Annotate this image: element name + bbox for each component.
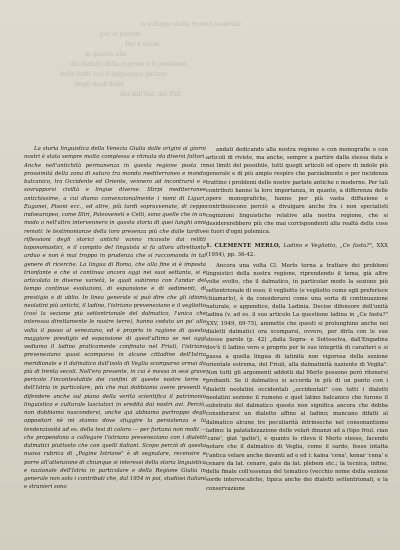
ghost-line: delle fonti con il linguaggio parlato — [60, 71, 168, 78]
bleed-through-text — [60, 20, 310, 140]
section-number: 1. — [206, 243, 212, 250]
section-author: CLEMENTE MERLO, — [214, 243, 281, 250]
section-heading — [206, 242, 388, 259]
ghost-line: per le parlate — [100, 31, 142, 38]
ghost-line: degli studi della — [75, 81, 124, 88]
ghost-line: lo sviluppo della ricerca lessicale — [140, 21, 241, 28]
continuation-paragraph: andati dedicando alla nostra regione o con monografie o con articoli di riviste, ma anche, sempre a partire dalla stessa data e nei limiti del possibile, tutti quegli articoli od opere di indole più generale e di più ampio respiro che parzialmente o per incidenza trattino i problemi delle nostre parlate antiche o moderne. Per tali contributi hanno la loro importanza, in quanto, a differenza delle opere monografiche, hanno per più vasta diffusione e contribuiscono perciò a divulgare anche fra i non specialisti cognizioni linguistiche relative alla nostra regione, che si desidererebbero più che mai corrispondenti alla realtà delle cose e fuori d'ogni polemica. — [206, 146, 388, 235]
section-reference: , XXX (1954), pp. 36-42. — [206, 243, 389, 258]
left-column — [24, 145, 206, 492]
ghost-line: Per il nome — [125, 41, 160, 48]
ghost-line: dei dialetti della regione e il problema — [70, 61, 187, 68]
section-title: Ladino e Vegliotto, „Ce fastu?" — [283, 243, 372, 250]
right-column — [206, 145, 388, 493]
intro-paragraph: La storia linguistica della Venezia Giulia dalle origini ai giorni nostri è stata sempre molto complessa e ritmata da diversi fattori. Anche nell'antichità permanenza in questa regione posta in prossimità della zona di sutura tra mondo mediterraneo e mondo balcanico, tra Occidente ed Oriente, vennero ad incontrarsi e a sovrapporsi civiltà e lingue diverse. Stirpi mediterranee antichissime, a cui diamo convenzionalmente i nomi di Liguri, Euganei, Pisoni ecc., ed altre, più tardi sopravvenute, di ceppo indoeuropeo, come Illiri, Paleoveneti e Celti, sono quelle che in un modo o nell'altro intervennero in questa storia di quei lunghi anni remoti: le testimonianze della loro presenza più che dalle tardive riflessioni degli storici antichi vanno ricavate dai relitti toponomastici, e il compito del linguista si fa allora altrettanto arduo e non è mai troppo in prudenza che si raccomanda in tal genere di ricerche. La lingua di Roma, che alla fine si è imposta trionfante e che si continua ancora oggi nei suoi settanta, si è articolata in diverse varietà, le quali subirono con l'andar del tempo continue evoluzioni, di espansione e di sedimenti, di prestigio e di oblio. In linea generale si può dire che gli idiomi neolatini più antichi, il ladino, l'istriano preveneziano e il vegliotto (così la sezione più settentrionale del dalmatico, l'unica che interessa direttamente le nostre terre), hanno ceduto un po' alla volta il passo al veneziano, ed è proprio in ragione di questo maggiore prestigio ed espansione di quest'ultimo se nei oggi vediamo il ladino praticamente confinato nel Friuli, l'istriano preveneziano quasi scomparso in alcune cittadine dell'Istria meridionale e il dalmatico dall'isola di Veglia scomparso ormai da più di trenta secoli. Nell'era presente, in cui è messa in sesi grave pericolo l'incontestabile dei confini di queste nostre terre e dell'Istria in particolare, più che mai dobbiamo avere presenti a difendere anche sul piano della verità scientifica il patrimonio linguistico e culturale lasciatoci in eredità dai nostri avi. Perciò, non dobbiamo nascondervi, anche qui abbiamo purtroppo degli oppositori nè mi stanno dove sfuggire la persistenza e la tendenziosità ad es. della tesi di coloro — per fortuna non molti — che propendono a collegare l'istriano preveneziano con i dialetti dalmatici piuttosto che con quelli italiani. Scopo perciò di questa nuova rubrica di „Pagine Istriane" è di segnalare, recensire e porre all'attenzione di chiunque si interessi della storia linguistica e nazionale dell'Istria in particolare e della Regione Giulia in generale non solo i contributi che, dal 1954 in poi, studiosi italiani e stranieri sono — [24, 146, 206, 491]
ghost-line: dei dall'Ind. del Poll. — [120, 91, 183, 98]
section-paragraph: Ancora una volta Cl. Merlo torna a trattare dei problemi linguistici della nostra regione, riprendendo il tema, già altre volte svolto, che il dalmatico, in particolar modo la sezione più settentrionale di esso, il vegliotto (e vegliotto come egli preferisce chiamarlo), è da considerarsi come una sorta di continuazione naturale, o appendice, della Ladinia. Decise difensore dell'unità ladina (v. ad es. il suo articolo La questione ladina in „Ce fastu?" XXV, 1949, 69-75), ammette che questi si prolunghino anche nei dialetti dalmatici ora scomparsi, ovvero, per dirla con le sue stesse parole (p. 42) „dalla Sopra- e Sottoselva, dall'Engadina dov'è il ladino vero e proprio per le sue integrità di caratteri e si passa a quella lingua di latinità non vigorosa della sezione orientale estrema, del Friuli, alla dalmatinità naziente di Veglia". Non tutti gli argomenti addotti dal Merlo possono però ritenersi probanti. Se il dalmatico si accorda in più di un punto con i dialetti neolatini occidentali „occidentali" con tutti i dialetti neolatini sezione il rumeno e quel latino balcanico che furono il substrato del dalmatico questo non significa ancora che debba considerarsi un dialetto affine al ladino; mancano difatti al dalmatico alcune tre peculiarità intrinseche nel consonantismo ladino: la palatalizzazione delle velari dinanzi ad a (tipo friul. cian 'cane', giat 'gatto'), e quanto lo rileva il Merlo stesso, facendo notare che il dalmatico di Veglia, come il sardo, fosse intatta l'antica velare anche davanti ad e ed i: kaina 'cena', kenar 'cena' e cenare da lat. cenare, gate da lat. plebem etc.; la tecnica, infine, della finale coll'essenza del tematico (vecchio nome della sezione sorde intervocaliche, tipica anche dei dialetti settentrionali, e la conservazione — [206, 262, 388, 492]
ghost-line: in quanto alle — [85, 51, 127, 58]
